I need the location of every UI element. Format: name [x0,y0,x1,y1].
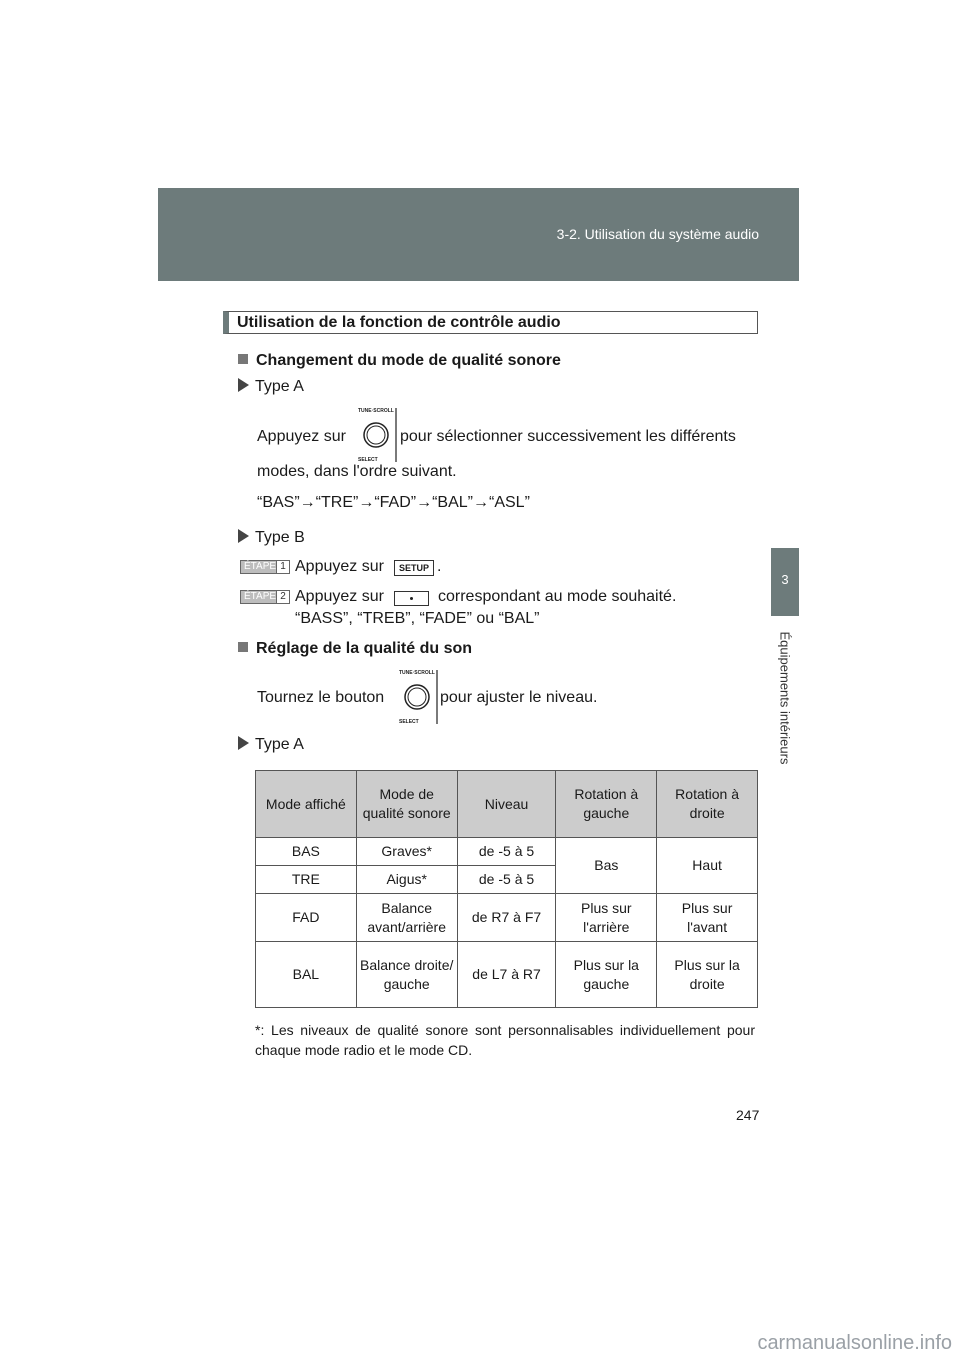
triangle-bullet-icon [238,736,249,750]
table-row [256,838,758,866]
step-2-text-after: correspondant au mode souhaité. [438,588,677,605]
knob-top-label: TUNE·SCROLL [358,408,394,414]
chapter-tab [771,548,799,616]
chapter-tab-label: Équipements intérieurs [777,631,793,765]
cell-mode: BAS [256,838,357,866]
triangle-bullet-icon [238,529,249,543]
mode-sequence: “BAS”→“TRE”→“FAD”→“BAL”→“ASL” [257,494,530,511]
cell-quality: Aigus* [356,866,457,894]
cell-mode: FAD [256,894,357,942]
header-level: Niveau [457,771,556,838]
svg-text:carmanualsonline.info: carmanualsonline.info [757,1332,952,1354]
header-left: Rotation à gauche [556,771,657,838]
section-title: Utilisation de la fonction de contrôle audio [223,311,758,334]
table-row [256,894,758,942]
table-footnote: *: Les niveaux de qualité sonore sont personnalisables individuellement pour chaque mode radio et le mode CD. [255,1022,755,1058]
knob-top-label: TUNE·SCROLL [399,670,435,676]
cell-mode: TRE [256,866,357,894]
cell-left: Plus sur l'arrière [556,894,657,942]
chapter-header [158,188,799,281]
adjust-type-a-label: Type A [238,736,304,754]
chapter-section-title: 3-2. Utilisation du système audio [556,226,759,242]
cell-level: de R7 à F7 [457,894,556,942]
table-row [256,942,758,1008]
header-quality: Mode de qualité sonore [356,771,457,838]
cell-level: de L7 à R7 [457,942,556,1008]
step-2-options: “BASS”, “TREB”, “FADE” ou “BAL” [295,610,540,627]
square-bullet-icon [238,642,248,652]
step-1-text-after: . [437,558,442,575]
watermark [0,1325,960,1358]
change-mode-heading: Changement du mode de qualité sonore [238,352,561,370]
step-2-text-before: Appuyez sur [295,588,384,605]
triangle-bullet-icon [238,378,249,392]
cell-left: Bas [556,838,657,894]
type-b-label: Type B [238,529,305,547]
preset-button-icon [394,591,429,606]
step-1-text-before: Appuyez sur [295,558,384,575]
knob-bottom-label: SELECT [399,719,419,725]
cell-quality: Balance droite/ gauche [356,942,457,1008]
chapter-number: 3 [781,572,789,587]
step-1-badge: ÉTAPE 1 [240,560,290,574]
watermark-logo [640,1325,960,1358]
knob-bottom-label: SELECT [358,457,378,463]
adjust-text-after: pour ajuster le niveau. [440,689,598,706]
tune-select-knob-icon [395,667,445,727]
tune-select-knob-icon [354,405,404,465]
type-a-line1-before: Appuyez sur [257,428,346,445]
cell-quality: Graves* [356,838,457,866]
type-a-line2: modes, dans l'ordre suivant. [257,463,457,480]
cell-level: de -5 à 5 [457,866,556,894]
cell-left: Plus sur la gauche [556,942,657,1008]
setup-button-icon: SETUP [394,560,434,576]
cell-quality: Balance avant/arrière [356,894,457,942]
cell-right: Plus sur l'avant [657,894,758,942]
cell-right: Plus sur la droite [657,942,758,1008]
adjust-heading: Réglage de la qualité du son [238,640,472,658]
step-2-badge: ÉTAPE 2 [240,590,290,604]
cell-level: de -5 à 5 [457,838,556,866]
type-a-label: Type A [238,378,304,396]
adjust-text-before: Tournez le bouton [257,689,385,706]
page-number: 247 [736,1107,760,1123]
header-mode: Mode affiché [256,771,357,838]
header-right: Rotation à droite [657,771,758,838]
type-a-line1-after: pour sélectionner successivement les différents [400,428,736,445]
square-bullet-icon [238,354,248,364]
cell-mode: BAL [256,942,357,1008]
table-header-row [256,771,758,838]
cell-right: Haut [657,838,758,894]
sound-quality-table [255,770,758,1008]
